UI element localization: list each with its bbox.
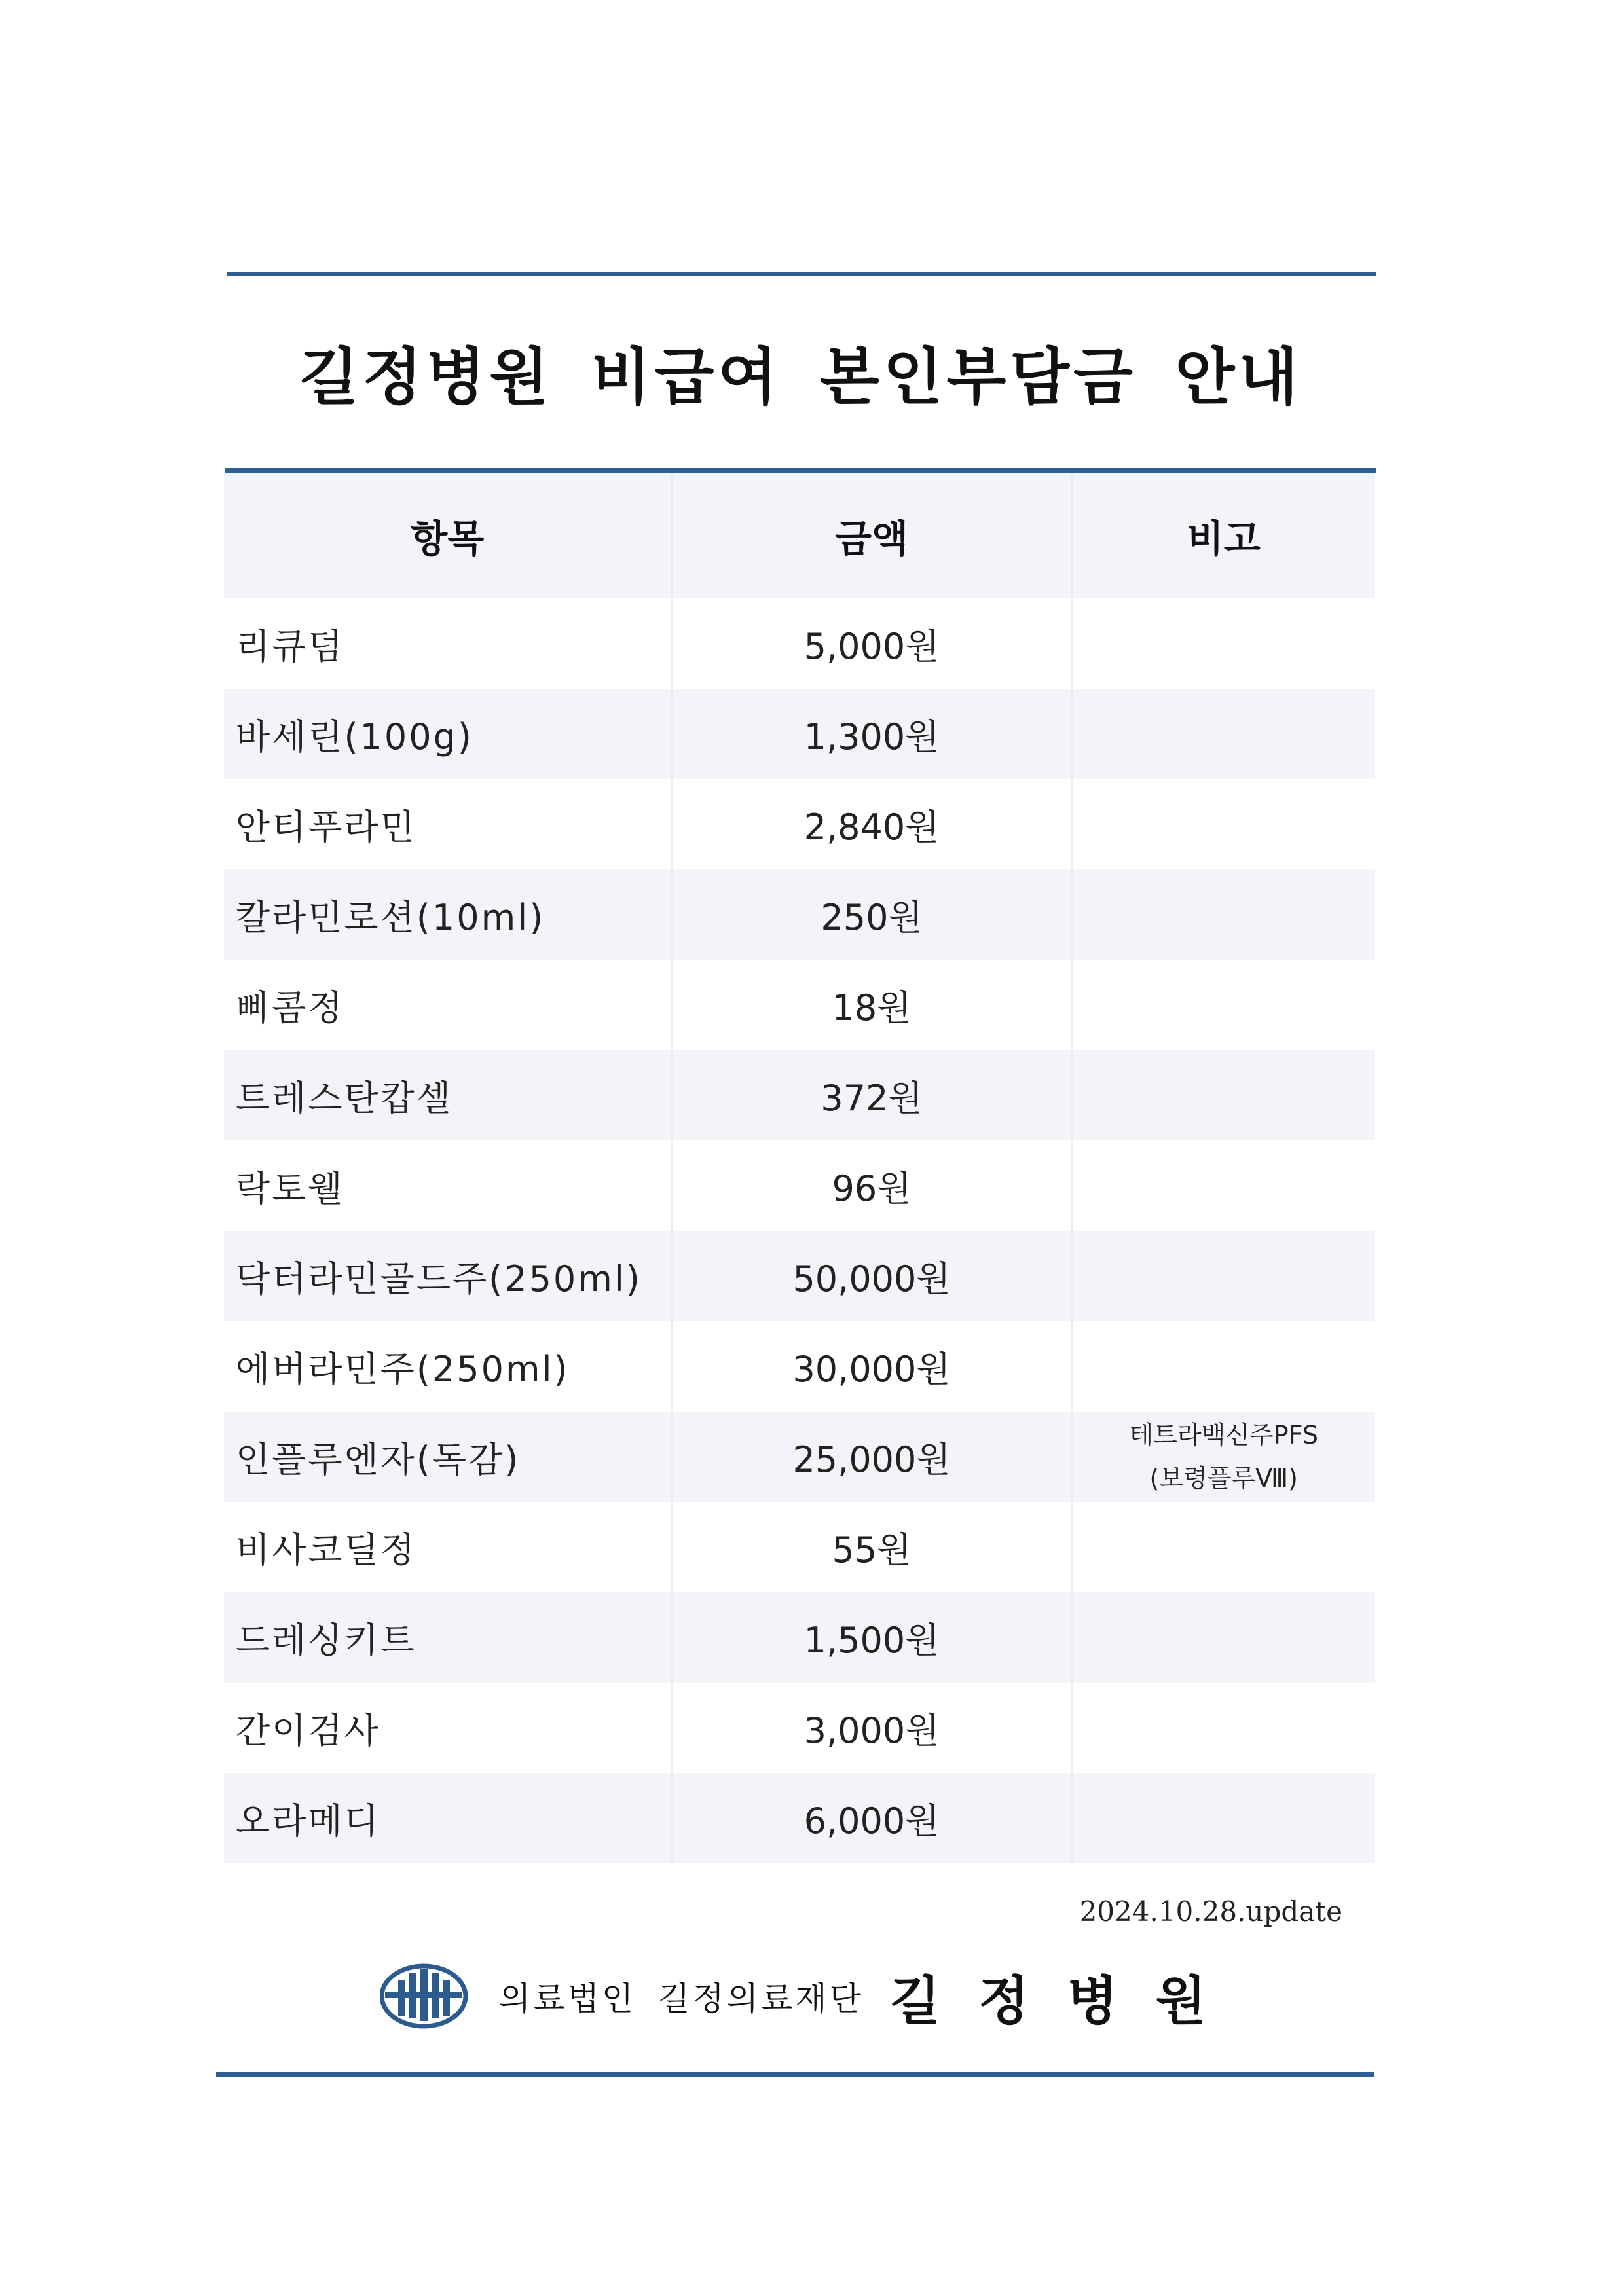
- update-date: 2024.10.28.update: [1079, 1895, 1342, 1927]
- table-row: [224, 1683, 1375, 1773]
- table-row: [224, 1773, 1375, 1863]
- note-cell: [1071, 869, 1375, 960]
- table-row: [224, 779, 1375, 869]
- item-cell: 락토웰: [236, 1167, 344, 1209]
- header-item: 항목: [224, 473, 672, 598]
- amount-cell: 3,000원: [672, 1683, 1071, 1773]
- item-cell: 간이검사: [236, 1709, 380, 1751]
- table-row: [224, 1412, 1375, 1502]
- hospital-name: 길정병원: [889, 1970, 1245, 2032]
- note-cell: [1071, 960, 1375, 1050]
- table-row: [224, 1321, 1375, 1412]
- top-rule: [227, 272, 1376, 276]
- hospital-building-emblem-icon: [380, 1963, 468, 2029]
- footer: [380, 1958, 1244, 2035]
- table-row: [224, 1231, 1375, 1321]
- amount-cell: 1,500원: [672, 1592, 1071, 1683]
- table-row: [224, 960, 1375, 1050]
- amount-cell: 2,840원: [672, 779, 1071, 869]
- item-cell: 삐콤정: [236, 987, 344, 1029]
- bottom-rule: [216, 2072, 1374, 2077]
- table-row: [224, 689, 1375, 779]
- amount-cell: 372원: [672, 1050, 1071, 1140]
- item-cell: 드레싱키트: [224, 1592, 672, 1683]
- item-cell: 칼라민로션(10ml): [224, 869, 672, 960]
- amount-cell: 55원: [672, 1502, 1071, 1592]
- table-row: [224, 1140, 1375, 1231]
- amount-cell: 96원: [672, 1140, 1071, 1231]
- amount-cell: 18원: [672, 960, 1071, 1050]
- note-cell: [1071, 689, 1375, 779]
- amount-cell: 30,000원: [672, 1321, 1071, 1412]
- note-cell: [1071, 1140, 1375, 1231]
- amount-cell: 250원: [672, 869, 1071, 960]
- item-cell: 오라메디: [224, 1773, 672, 1863]
- title-rule: [225, 468, 1376, 473]
- note-line: (보령플루Ⅷ): [1149, 1464, 1299, 1493]
- note-cell: [1071, 1502, 1375, 1592]
- item-cell: 리큐덤: [236, 625, 344, 667]
- amount-cell: 1,300원: [672, 689, 1071, 779]
- note-cell: [1071, 1050, 1375, 1140]
- note-cell: [1071, 1231, 1375, 1321]
- table-row: [224, 1592, 1375, 1683]
- item-cell: 에버라민주(250ml): [236, 1348, 570, 1390]
- note-cell: [1071, 1412, 1375, 1502]
- note-line: 테트라백신주PFS: [1129, 1421, 1318, 1449]
- note-cell: [1071, 1321, 1375, 1412]
- note-cell: [1071, 598, 1375, 689]
- header-note: 비고: [1071, 473, 1375, 598]
- table-header-row: [224, 473, 1375, 598]
- item-cell: 안티푸라민: [236, 806, 416, 848]
- table-row: [224, 869, 1375, 960]
- amount-cell: 25,000원: [672, 1412, 1071, 1502]
- table-row: [224, 1050, 1375, 1140]
- header-amount: 금액: [672, 473, 1071, 598]
- item-cell: 트레스탄캅셀: [224, 1050, 672, 1140]
- item-cell: 닥터라민골드주(250ml): [224, 1231, 672, 1321]
- foundation-name: 의료법인 길정의료재단: [499, 1980, 864, 2018]
- table-row: [224, 1502, 1375, 1592]
- note-cell: [1071, 1592, 1375, 1683]
- amount-cell: 6,000원: [672, 1773, 1071, 1863]
- note-cell: [1071, 779, 1375, 869]
- note-cell: [1071, 1773, 1375, 1863]
- note-cell: [1071, 1683, 1375, 1773]
- amount-cell: 5,000원: [672, 598, 1071, 689]
- item-cell: 바세린(100g): [224, 689, 672, 779]
- page-title: 길정병원 비급여 본인부담금 안내: [299, 342, 1302, 413]
- amount-cell: 50,000원: [672, 1231, 1071, 1321]
- item-cell: 비사코딜정: [236, 1529, 416, 1571]
- table-row: [224, 598, 1375, 689]
- fee-table: [224, 473, 1375, 1863]
- item-cell: 인플루엔자(독감): [224, 1412, 672, 1502]
